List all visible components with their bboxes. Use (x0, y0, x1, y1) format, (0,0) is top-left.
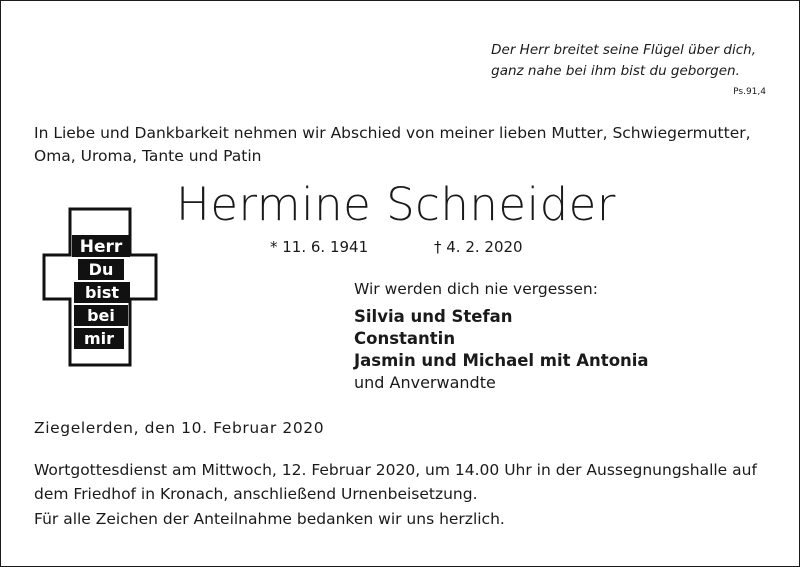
intro-text (34, 122, 774, 168)
thanks-text: Für alle Zeichen der Anteilnahme bedanken wir uns herzlich. (34, 510, 505, 528)
place-and-date: Ziegelerden, den 10. Februar 2020 (34, 419, 325, 437)
service-line-2: dem Friedhof in Kronach, anschließend Urnenbeisetzung. (34, 485, 478, 503)
intro-line-2: Oma, Uroma, Tante und Patin (34, 147, 262, 165)
mourner-name: Constantin (354, 329, 456, 348)
mourners-heading: Wir werden dich nie vergessen: (354, 280, 598, 298)
inscription-du (78, 259, 124, 280)
mourner-name: Silvia und Stefan (354, 307, 513, 326)
deceased-name: Hermine Schneider (176, 178, 616, 231)
cross-icon (40, 207, 160, 367)
inscription-mir (74, 328, 124, 349)
inscription-herr (72, 235, 130, 257)
inscription-bei (74, 305, 128, 326)
verse-line-2: ganz nahe bei ihm bist du geborgen. (491, 63, 740, 79)
birth-date: * 11. 6. 1941 (270, 238, 369, 256)
verse-reference: Ps.91,4 (733, 87, 766, 97)
bible-verse (491, 40, 756, 82)
relatives-text: und Anverwandte (354, 373, 496, 392)
service-line-1: Wortgottesdienst am Mittwoch, 12. Februar 2020, um 14.00 Uhr in der Aussegnungshalle auf (34, 461, 757, 479)
verse-line-1: Der Herr breitet seine Flügel über dich, (491, 42, 756, 58)
svg-text:bist: bist (84, 283, 120, 302)
svg-text:Herr: Herr (79, 237, 123, 257)
cross-inscription (72, 235, 130, 349)
intro-line-1: In Liebe und Dankbarkeit nehmen wir Abschied von meiner lieben Mutter, Schwiegermutter, (34, 124, 751, 142)
svg-text:mir: mir (83, 329, 115, 348)
mourners-list (354, 306, 649, 394)
svg-text:Du: Du (88, 260, 114, 279)
mourner-name: Jasmin und Michael mit Antonia (354, 351, 649, 370)
service-info (34, 458, 774, 506)
svg-text:bei: bei (87, 306, 115, 325)
death-date: † 4. 2. 2020 (434, 238, 523, 256)
inscription-bist (74, 282, 130, 303)
